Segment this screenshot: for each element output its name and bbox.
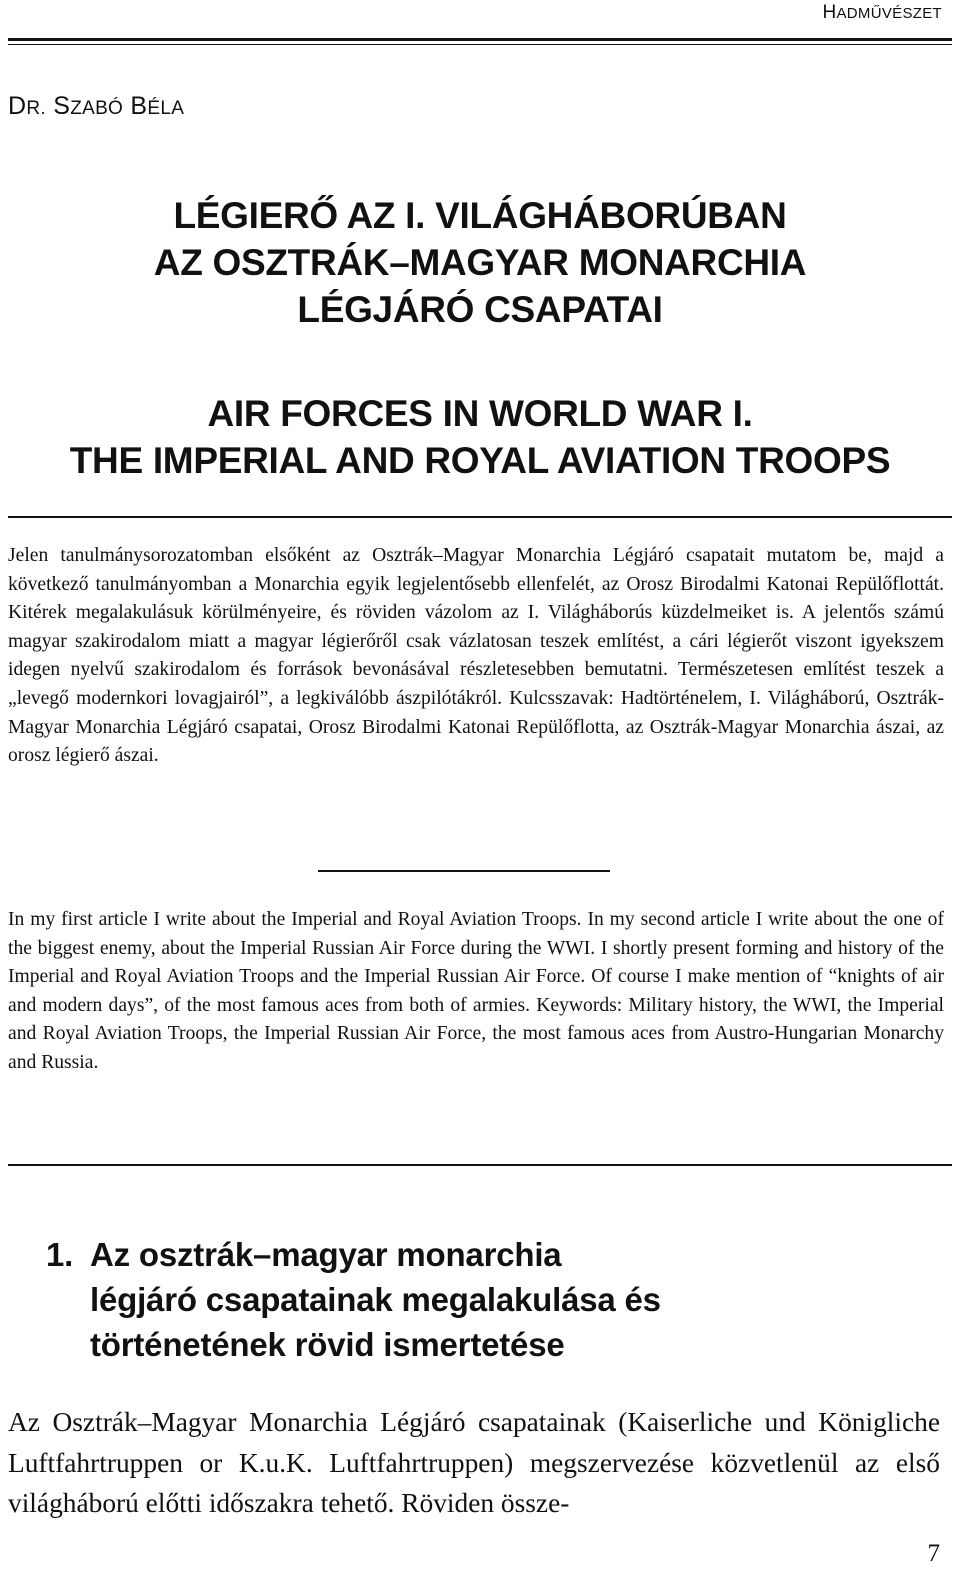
header-rule-thin <box>8 44 952 45</box>
section-1-heading-line: történetének rövid ismertetése <box>90 1326 565 1363</box>
section-1-body: Az Osztrák–Magyar Monarchia Légjáró csapatainak (Kaiserliche und Königliche Luftfahrtruppen or K.u.K. Luftfahrtruppen) megszervezése közvetlenül az első világháború előtti időszakra tehető. Röviden össze- <box>8 1407 940 1518</box>
title-hu-line: LÉGIERŐ AZ I. VILÁGHÁBORÚBAN <box>173 195 787 236</box>
author-name <box>8 92 184 121</box>
title-en-line: THE IMPERIAL AND ROYAL AVIATION TROOPS <box>69 440 891 481</box>
author-surname-rest: ZABÓ <box>70 98 124 119</box>
author-prefix-initial: D <box>8 92 27 120</box>
title-hu-line: LÉGJÁRÓ CSAPATAI <box>297 289 663 330</box>
header-rule-thick <box>8 38 952 41</box>
running-head-initial: H <box>822 2 837 23</box>
title-hu-line: AZ OSZTRÁK–MAGYAR MONARCHIA <box>153 242 807 283</box>
abstract-bottom-rule <box>8 1164 952 1166</box>
running-head <box>822 2 942 24</box>
section-1-heading-line: Az osztrák–magyar monarchia <box>90 1236 562 1273</box>
page-number: 7 <box>927 1540 940 1567</box>
abstract-top-rule <box>8 516 952 518</box>
section-1-number: 1. <box>46 1236 74 1273</box>
abstract-english: In my first article I write about the Imperial and Royal Aviation Troops. In my second article I write about the one of the biggest enemy, about the Imperial Russian Air Force during the WWI. I shortly present forming and history of the Imperial and Royal Aviation Troops and the Imperial Russian Air Force. Of course I make mention of “knights of air and modern days”, of the most famous aces from both of armies. Keywords: Military history, the WWI, the Imperial and Royal Aviation Troops, the Imperial Russian Air Force, the most famous aces from Austro-Hungarian Monarchy and Russia. <box>8 909 944 1073</box>
author-given-initial: B <box>130 92 148 120</box>
abstract-divider <box>318 870 610 872</box>
author-given-rest: ÉLA <box>147 98 185 119</box>
section-1-heading-line: légjáró csapatainak megalakulása és <box>90 1281 661 1318</box>
title-en-line: AIR FORCES IN WORLD WAR I. <box>207 393 753 434</box>
author-surname-initial: S <box>53 92 71 120</box>
running-head-rest: ADMŰVÉSZET <box>836 5 942 22</box>
author-prefix-rest: R. <box>26 98 46 119</box>
section-1-heading <box>46 1232 926 1367</box>
title-english <box>8 390 952 484</box>
title-hungarian <box>8 192 952 333</box>
abstract-hungarian: Jelen tanulmánysorozatomban elsőként az Osztrák–Magyar Monarchia Légjáró csapatait mutatom be, majd a következő tanulmányomban a Monarchia egyik legjelentősebb ellenfelét, az Orosz Birodalmi Katonai Repülőflottát. Kitérek megalakulásuk körülményeire, és röviden vázolom az I. Világháborús küzdelmeiket is. A jelentős számú magyar szakirodalom miatt a magyar légierőről csak vázlatosan teszek említést, a cári légierőt viszont igyekszem idegen nyelvű szakirodalom és források bevonásával részletesebben bemutatni. Természetesen említést teszek a „levegő modernkori lovagjairól”, a legkiválóbb ászpilótákról. Kulcsszavak: Hadtörténelem, I. Világháború, Osztrák-Magyar Monarchia Légjáró csapatai, Orosz Birodalmi Katonai Repülőflotta, az Osztrák-Magyar Monarchia ászai, az orosz légierő ászai. <box>8 545 944 767</box>
